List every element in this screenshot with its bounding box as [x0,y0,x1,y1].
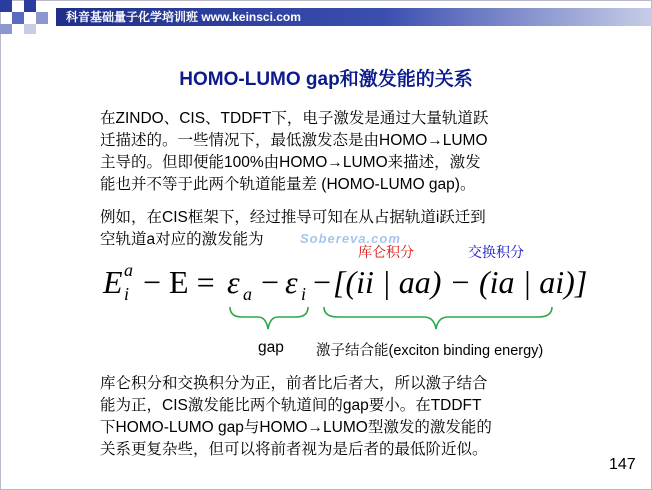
formula-minus-E: − E = [143,264,215,300]
formula-epsilon-i: ε [285,264,298,300]
exchange-integral-label: 交换积分 [468,244,524,260]
formula-sup-a: a [124,260,133,280]
gap-brace [230,307,308,329]
coulomb-integral-label: 库仑积分 [358,244,414,260]
watermark: Sobereva.com [300,231,401,246]
page-number: 147 [609,456,636,473]
exciton-brace [324,307,552,329]
paragraph-3-line: 能为正，CIS激发能比两个轨道间的gap要小。在TDDFT [100,397,482,414]
formula-E: E [103,264,123,300]
formula-minus: − [261,264,280,300]
exciton-binding-energy-label: 激子结合能(exciton binding energy) [316,343,544,359]
paragraph-1-line: 在ZINDO、CIS、TDDFT下，电子激发是通过大量轨道跃 [100,110,489,127]
checker-decoration [0,0,60,34]
braces-diagram [228,303,558,335]
paragraph-1 [100,108,570,196]
paragraph-1-line: 能也并不等于此两个轨道能量差 (HOMO-LUMO gap)。 [100,176,476,193]
paragraph-3-line: 下HOMO-LUMO gap与HOMO→LUMO型激发的激发能的 [100,419,492,436]
formula-bracket: [(ii | aa) − (ia | ai)] [333,264,588,300]
formula-epsilon-a: ε [227,264,240,300]
paragraph-1-line: 迁描述的。一些情况下，最低激发态是由HOMO→LUMO [100,132,488,149]
formula-sub-i-2: i [301,284,307,304]
paragraph-1-line: 主导的。但即便能100%由HOMO→LUMO来描述，激发 [100,154,481,171]
slide-title: HOMO-LUMO gap和激发能的关系 [179,69,473,90]
paragraph-3-line: 库仑积分和交换积分为正，前者比后者大，所以激子结合 [100,375,488,392]
header-text: 科音基础量子化学培训班 www.keinsci.com [66,10,301,24]
formula-sub-i: i [124,284,130,304]
paragraph-2-line: 例如，在CIS框架下，经过推导可知在从占据轨道i跃迁到 [100,209,486,226]
paragraph-3-line: 关系更复杂些，但可以将前者视为是后者的最低阶近似。 [100,441,488,458]
formula-sub-a: a [243,284,252,304]
paragraph-3 [100,373,570,461]
gap-label: gap [258,339,284,356]
paragraph-2-line: 空轨道a对应的激发能为 [100,231,264,248]
formula-minus-2: − [313,264,332,300]
